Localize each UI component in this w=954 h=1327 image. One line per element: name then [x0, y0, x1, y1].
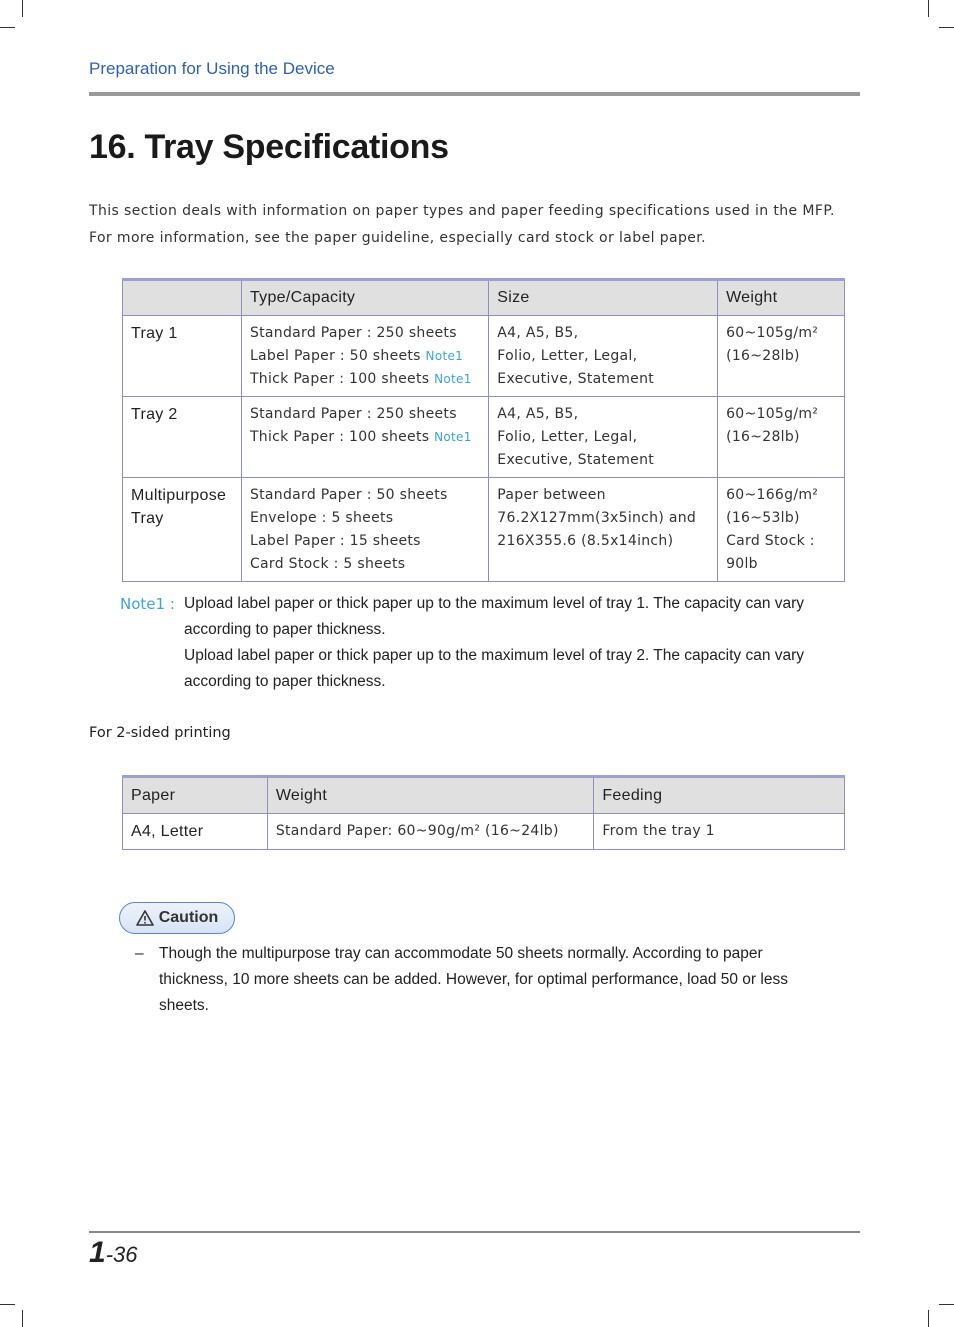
crop-mark — [0, 1304, 15, 1305]
table-row — [123, 397, 845, 478]
row-label: Tray 2 — [123, 397, 242, 478]
note-block — [120, 591, 850, 695]
note-reference: Note1 — [425, 349, 464, 363]
page-suffix: -36 — [105, 1242, 138, 1267]
column-header: Weight — [718, 280, 845, 316]
table-row — [123, 478, 845, 582]
caution-badge — [119, 902, 235, 934]
crop-mark — [939, 27, 954, 28]
list-dash: – — [135, 945, 144, 962]
tray-spec-table — [122, 278, 845, 582]
note-text: Upload label paper or thick paper up to the maximum level of tray 1. The capacity can vary according to paper thickness. — [184, 595, 805, 638]
table-row — [123, 316, 845, 397]
table-cell: From the tray 1 — [594, 814, 845, 850]
caution-text: Though the multipurpose tray can accommodate 50 sheets normally. According to paper thickness, 10 more sheets can be added. However, for optimal performance, load 50 or less sheets. — [159, 945, 788, 1014]
footer-rule — [89, 1231, 860, 1233]
note-label: Note1 : — [120, 595, 175, 613]
table-header-row — [123, 280, 845, 316]
warning-triangle-icon — [136, 910, 154, 926]
crop-mark — [928, 0, 929, 17]
column-header: Weight — [267, 777, 594, 814]
column-header: Size — [489, 280, 718, 316]
column-header: Type/Capacity — [241, 280, 488, 316]
weight-cell: 60~105g/m² (16~28lb) — [718, 316, 845, 397]
note-text: Upload label paper or thick paper up to the maximum level of tray 2. The capacity can vary according to paper thickness. — [184, 647, 805, 690]
header-rule — [89, 92, 860, 96]
size-cell: Paper between 76.2X127mm(3x5inch) and 216X355.6 (8.5x14inch) — [489, 478, 718, 582]
crop-mark — [0, 27, 15, 28]
intro-paragraph: This section deals with information on paper types and paper feeding specifications used in the MFP. For more information, see the paper guideline, especially card stock or label paper. — [89, 203, 835, 246]
weight-cell: 60~166g/m² (16~53lb) Card Stock : 90lb — [718, 478, 845, 582]
capacity-cell: Standard Paper : 50 sheets Envelope : 5 sheets Label Paper : 15 sheets Card Stock : 5 sheets — [241, 478, 488, 582]
weight-cell: 60~105g/m² (16~28lb) — [718, 397, 845, 478]
column-header — [123, 280, 242, 316]
crop-mark — [939, 1304, 954, 1305]
caution-text-block — [135, 941, 835, 1019]
running-header: Preparation for Using the Device — [89, 59, 335, 78]
row-label: Tray 1 — [123, 316, 242, 397]
section-title: 16. Tray Specifications — [89, 128, 449, 166]
crop-mark — [22, 0, 23, 17]
note-reference: Note1 — [434, 430, 472, 444]
table-cell: Standard Paper: 60~90g/m² (16~24lb) — [267, 814, 594, 850]
note-reference: Note1 — [434, 372, 472, 386]
crop-mark — [928, 1310, 929, 1327]
size-cell: A4, A5, B5, Folio, Letter, Legal, Executive, Statement — [489, 316, 718, 397]
chapter-number: 1 — [89, 1236, 106, 1269]
duplex-table — [122, 775, 845, 850]
row-label: Multipurpose Tray — [123, 478, 242, 582]
table-row — [123, 814, 845, 850]
duplex-caption: For 2-sided printing — [89, 725, 231, 741]
page-number — [89, 1236, 137, 1270]
caution-label: Caution — [158, 909, 219, 926]
capacity-cell: Standard Paper : 250 sheets Thick Paper : 100 sheets Note1 — [241, 397, 488, 478]
column-header: Paper — [123, 777, 268, 814]
column-header: Feeding — [594, 777, 845, 814]
capacity-cell: Standard Paper : 250 sheets Label Paper : 50 sheets Note1 Thick Paper : 100 sheets Note1 — [241, 316, 488, 397]
table-cell: A4, Letter — [123, 814, 268, 850]
crop-mark — [22, 1310, 23, 1327]
table-header-row — [123, 777, 845, 814]
size-cell: A4, A5, B5, Folio, Letter, Legal, Executive, Statement — [489, 397, 718, 478]
